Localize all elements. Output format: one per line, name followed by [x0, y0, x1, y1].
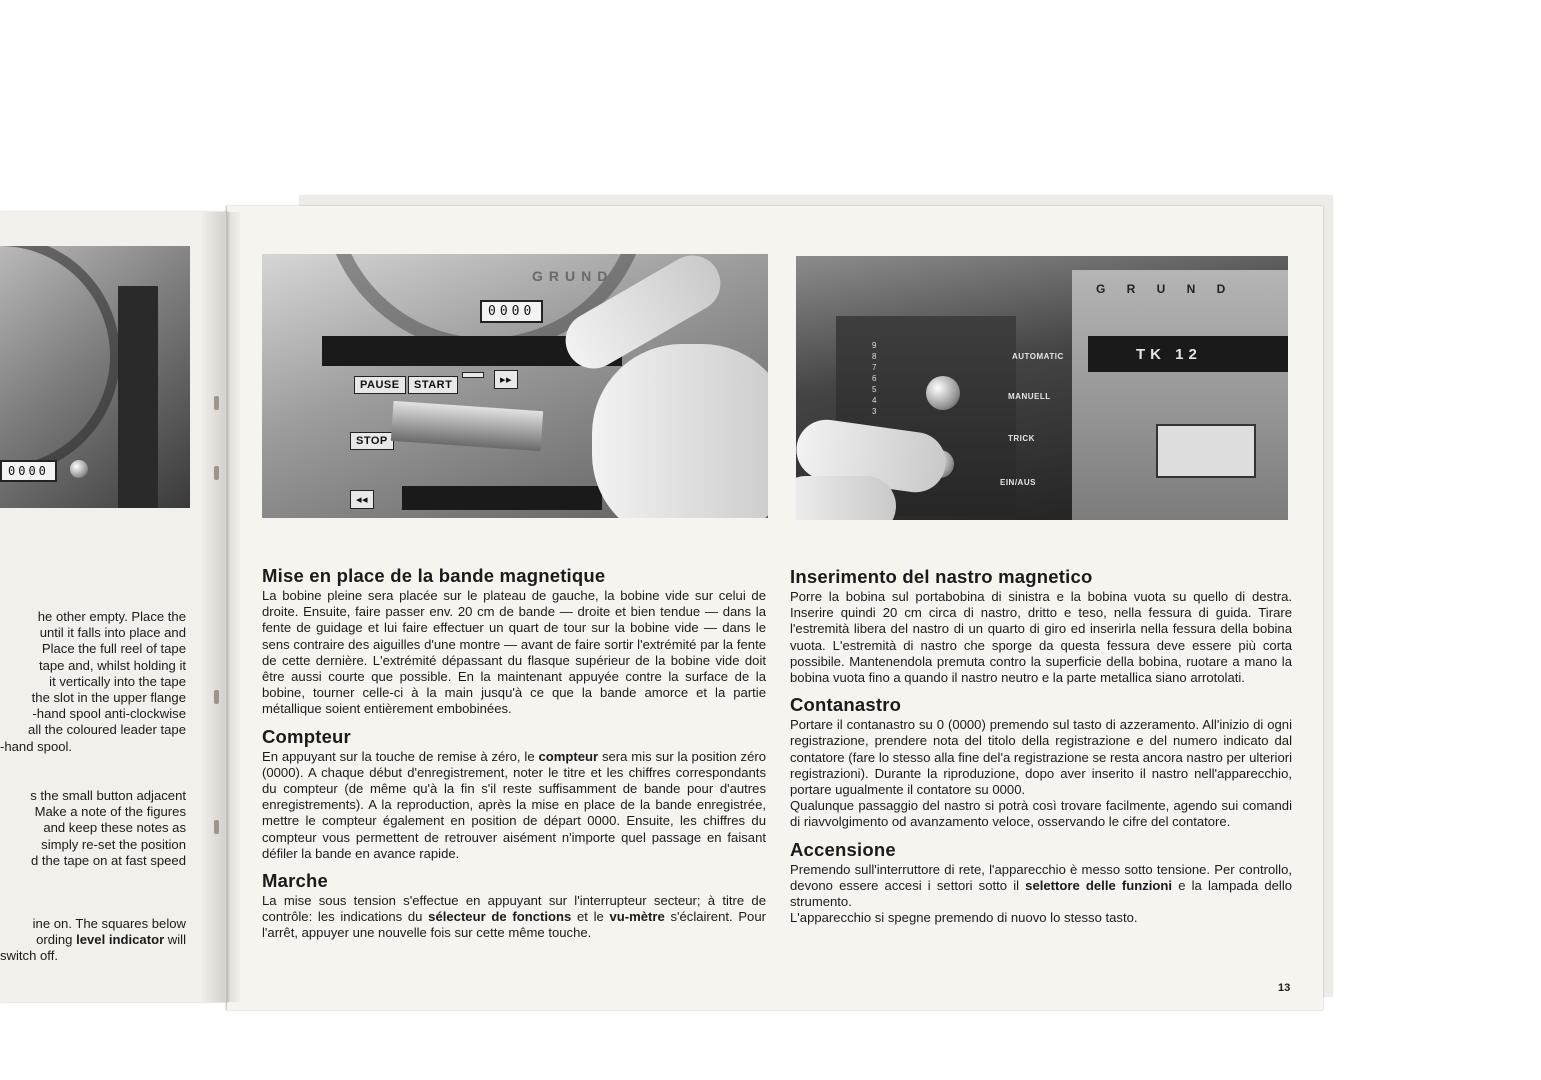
heading-inserimento: Inserimento del nastro magnetico: [790, 566, 1093, 587]
page-number: 13: [1278, 982, 1291, 994]
heading-marche: Marche: [262, 870, 328, 892]
photo-tape-reel-left: [0, 246, 190, 508]
reel-image: [0, 246, 120, 476]
paragraph-compteur: En appuyant sur la touche de remise à zéro, le compteur sera mis sur la position zéro (0000). A chaque début d'enregistrement, noter le titre et les chiffres correspondants du compteur (de même qu'à la fin s'il reste suffisamment de bande pour d'autres enregistrements). A la reproduction, après la mise en place de la bande enregistrée, mettre le compteur également en position de départ 0000. Ensuite, les chiffres du compteur vous permettent de retrouver aisément n'importe quel passage en faisant défiler la bande en avance rapide.: [262, 748, 766, 861]
photo-power-switch: [796, 256, 1288, 520]
rewind-key: ◂◂: [350, 490, 374, 509]
binding-staple: [214, 820, 219, 834]
tape-guide-image: [391, 401, 543, 451]
book-gutter: [200, 212, 240, 1002]
scale-markings: 9 8 7 6 5 4 3: [872, 341, 877, 416]
english-text-block-2: s the small button adjacent Make a note of the figures and keep these notes as simply re-set the position d the tape on at fast speed: [30, 788, 186, 868]
reel-brand-text: GRUND: [532, 268, 614, 284]
record-key: [462, 372, 484, 378]
heading-compteur: Compteur: [262, 725, 351, 747]
english-text-block-3: ine on. The squares below ording level indicator will switch off.: [0, 916, 186, 964]
paragraph-mise-en-place: La bobine pleine sera placée sur le plateau de gauche, la bobine vide sur celui de droite. Ensuite, faire passer env. 20 cm de bande — droite et bien tendue — dans la fente de guidage et lui faire effectuer un quart de tour sur la bobine vide — dans le sens contraire des aiguilles d'une montre — avant de faire sortir l'extrémité par la fente de cette dernière. L'extrémité dépassant du flasque supérieur de la bobine vide doit être aussi courte que possible. En la maintenant appuyée contre la surface de la bobine, tourner celle-ci à la main jusqu'à ce que la bande amorce et la partie métallique soient entièrement embobinées.: [262, 588, 766, 717]
binding-staple: [214, 396, 219, 410]
english-text-block-1: he other empty. Place the until it falls into place and Place the full reel of tape tape and, whilst holding it it vertically into the tape the slot in the upper flange -hand spool anti-clockwise all the coloured leader tape -hand spool.: [0, 609, 186, 754]
function-selector-knob: [926, 376, 960, 410]
brand-text: G R U N D: [1096, 282, 1235, 296]
french-column: [262, 565, 766, 942]
italian-column: [790, 566, 1292, 926]
start-key: START: [408, 376, 458, 394]
fast-forward-key: ▸▸: [494, 370, 518, 389]
model-text: TK 12: [1136, 346, 1202, 363]
paragraph-contanastro: Portare il contanastro su 0 (0000) premendo sul tasto di azzeramento. All'inizio di ogni registrazione, prendere nota del titolo della registrazione e del numero indicato dal contatore (fare lo stesso alla fine del'a registrazione se resta ancora nastro per ulteriori registrazioni). Durante la riproduzione, dopo aver inserito il nastro nell'apparecchio, portare ugualmente il contatore su 0000.: [790, 717, 1292, 798]
heading-mise-en-place: Mise en place de la bande magnetique: [262, 565, 606, 586]
binding-staple: [214, 466, 219, 480]
label-trick: TRICK: [1008, 434, 1035, 443]
paragraph-inserimento: Porre la bobina sul portabobina di sinistra e la bobina vuota su quello di destra. Inserire quindi 20 cm circa di nastro, dritto e teso, nella fessura di guida. Tirare l'estremità libera del nastro di un quarto di giro ed inserirla nella fessura della bobina vuota. L'estremità di nastro che sporge da questa fessura deve essere più corta possibile. Mantenendola premuta contro la superficie della bobina, ruotare a mano la bobina vuota fino a quando il nastro neutro e la parte metallica siano arrotolati.: [790, 589, 1292, 686]
paragraph-marche: La mise sous tension s'effectue en appuyant sur l'interrupteur secteur; à titre de contrôle: les indications du sélecteur de fonctions et le vu-mètre s'éclairent. Pour l'arrêt, appuyer une nouvelle fois sur cette même touche.: [262, 893, 766, 941]
label-automatic: AUTOMATIC: [1012, 352, 1064, 361]
tape-counter: 0000: [480, 300, 543, 323]
label-einaus: EIN/AUS: [1000, 478, 1036, 487]
deck-slot: [402, 486, 602, 510]
hand-image: [796, 476, 896, 520]
binding-staple: [214, 690, 219, 704]
recorder-panel: [1072, 270, 1288, 520]
paragraph-accensione-2: L'apparecchio si spegne premendo di nuovo lo stesso tasto.: [790, 910, 1138, 926]
tape-counter: 0000: [0, 460, 57, 482]
pause-key: PAUSE: [354, 376, 406, 394]
panel-edge: [118, 286, 158, 508]
heading-accensione: Accensione: [790, 838, 896, 860]
level-meter-image: [1156, 424, 1256, 478]
hand-image: [592, 344, 768, 518]
paragraph-accensione: Premendo sull'interruttore di rete, l'apparecchio è messo sotto tensione. Per controllo, devono essere accesi i settori sotto il selettore delle funzioni e la lampada dello strumento.: [790, 861, 1293, 910]
stop-key: STOP: [350, 432, 394, 450]
label-manuell: MANUELL: [1008, 392, 1051, 401]
photo-counter-reset: [262, 254, 768, 518]
heading-contanastro: Contanastro: [790, 694, 902, 716]
paragraph-contanastro-2: Qualunque passaggio del nastro si potrà così trovare facilmente, agendo sui comandi di riavvolgimento od avanzamento veloce, osservando le cifre del contatore.: [790, 798, 1292, 830]
reset-button-image: [70, 460, 88, 478]
